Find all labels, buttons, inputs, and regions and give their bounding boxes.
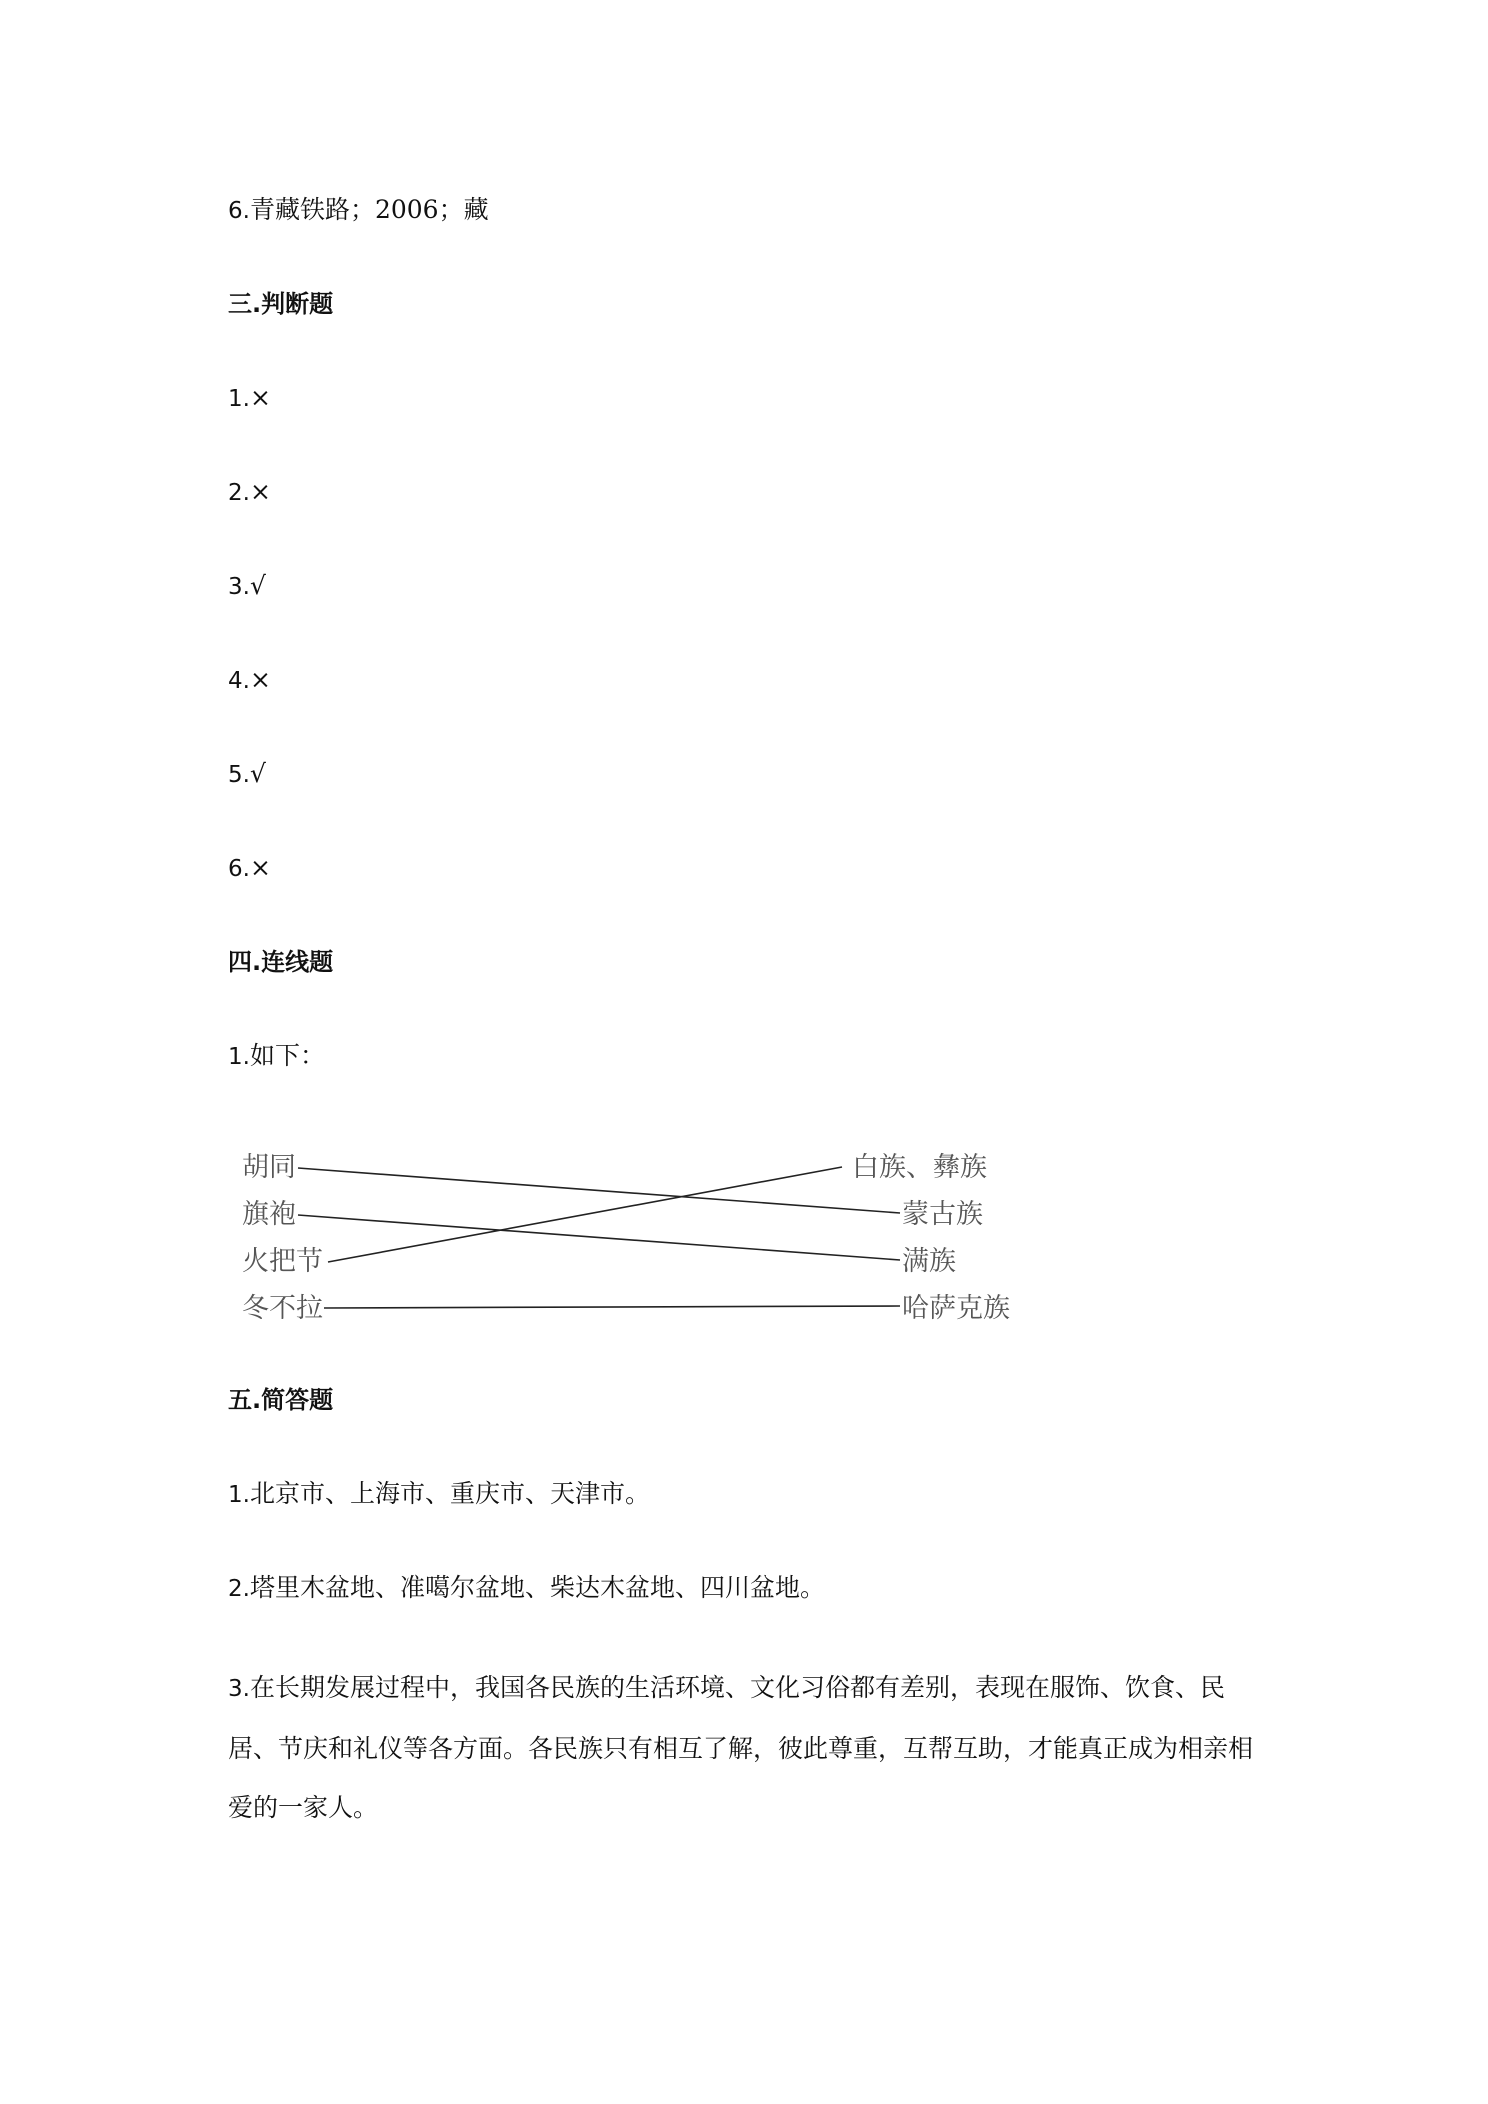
item-number: 1. bbox=[228, 386, 250, 412]
short-answer-item bbox=[228, 1570, 825, 1607]
item-number: 2. bbox=[228, 480, 250, 506]
right-term: 哈萨克族 bbox=[902, 1293, 1010, 1324]
judgment-item bbox=[228, 568, 266, 605]
short-answer-item bbox=[228, 1658, 1268, 1837]
section-heading: 三.判断题 bbox=[228, 290, 334, 318]
judgment-item bbox=[228, 662, 271, 699]
item-number: 3. bbox=[228, 1676, 250, 1702]
item-number: 5. bbox=[228, 762, 250, 788]
answer-text: 塔里木盆地、准噶尔盆地、柴达木盆地、四川盆地。 bbox=[249, 1573, 825, 1602]
answer-line bbox=[228, 192, 489, 229]
judgment-item bbox=[228, 380, 271, 417]
section-heading: 四.连线题 bbox=[228, 948, 334, 976]
judgment-item bbox=[228, 756, 266, 793]
right-term: 蒙古族 bbox=[902, 1199, 983, 1230]
item-number: 2. bbox=[228, 1576, 250, 1602]
judgment-answer: × bbox=[249, 477, 271, 506]
connector-line bbox=[298, 1215, 900, 1260]
intro-text: 如下： bbox=[249, 1041, 325, 1070]
section-heading: 五.简答题 bbox=[228, 1386, 334, 1414]
item-number: 6. bbox=[228, 198, 250, 224]
item-number: 1. bbox=[228, 1044, 250, 1070]
item-number: 4. bbox=[228, 668, 250, 694]
right-term: 白族、彝族 bbox=[852, 1152, 987, 1183]
item-number: 6. bbox=[228, 856, 250, 882]
answer-text: 北京市、上海市、重庆市、天津市。 bbox=[249, 1479, 650, 1508]
connector-line bbox=[298, 1168, 900, 1213]
judgment-answer: × bbox=[249, 383, 271, 412]
item-number: 1. bbox=[228, 1482, 250, 1508]
left-term: 冬不拉 bbox=[242, 1293, 323, 1324]
right-term: 满族 bbox=[902, 1246, 956, 1277]
judgment-answer: × bbox=[249, 665, 271, 694]
left-term: 胡同 bbox=[242, 1152, 296, 1183]
item-number: 3. bbox=[228, 574, 250, 600]
matching-intro bbox=[228, 1038, 325, 1075]
connector-line bbox=[328, 1167, 842, 1262]
judgment-answer: √ bbox=[249, 759, 266, 788]
answer-text: 青藏铁路；2006；藏 bbox=[249, 195, 489, 224]
judgment-item bbox=[228, 850, 271, 887]
judgment-answer: × bbox=[249, 853, 271, 882]
left-term: 火把节 bbox=[242, 1246, 323, 1277]
judgment-answer: √ bbox=[249, 571, 266, 600]
judgment-item bbox=[228, 474, 271, 511]
matching-diagram bbox=[228, 1130, 1028, 1340]
answer-text: 在长期发展过程中，我国各民族的生活环境、文化习俗都有差别，表现在服饰、饮食、民居、节庆和礼仪等各方面。各民族只有相互了解，彼此尊重，互帮互助，才能真正成为相亲相爱的一家人。 bbox=[228, 1673, 1254, 1822]
left-term: 旗袍 bbox=[242, 1199, 296, 1230]
short-answer-item bbox=[228, 1476, 650, 1513]
connector-line bbox=[324, 1306, 900, 1308]
